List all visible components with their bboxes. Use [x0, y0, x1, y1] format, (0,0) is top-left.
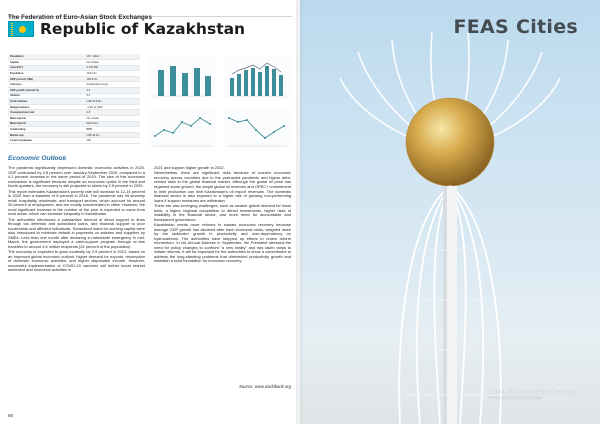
paragraph: The pandemic significantly depressed domestic economic activities in 2020. GDP contracted by 2.8 percent over January-September 2020, compared to a 4.1 percent increase in the same period of 2019. The size of this economic contraction is significant because despite an economic uptick in the third and fourth quarters, the economy is still projected to shrink by 2.5 percent in 2020. — [8, 165, 145, 189]
stats-label: Capital — [8, 60, 85, 66]
right-page-photo — [300, 0, 600, 424]
stats-value: 2,724,900 — [85, 65, 140, 71]
stats-value: Oil, metals — [85, 116, 140, 122]
page-header — [8, 6, 292, 21]
chart-bars-2 — [224, 56, 290, 100]
paragraph: Kazakhstan needs more reforms to sustain economic recovery because average GDP growth has declined after each economic crisis, weighed down by the lackluster growth in productivity and over-dependency on hydrocarbons. The authorities have stepped up efforts to renew reform momentum. In his Annual Address in September, the President stressed the need for policy changes to confront "a new reality" and has taken steps to initiate reforms. It will be important for the authorities to show a commitment to address the long-standing problems that diminished productivity growth and establish a solid foundation for economic recovery. — [154, 221, 291, 264]
paragraph: This report estimates Kazakhstan's poverty rate will increase to 12-14 percent in 2020 from a baseline of 8 percent in 2018. The pandemic has hit severely retail, hospitality, wholesale, and transport sectors, which account for around 30 percent of employment, and are mostly concentrated in cities. However, the most significant increase in the number of the poor is expected to come from rural areas, which can increase inequality in Kazakhstan. — [8, 188, 145, 217]
stats-label: Listed companies — [8, 138, 85, 144]
country-stats-table — [8, 54, 140, 144]
feas-cities-title: FEAS Cities — [453, 16, 578, 38]
photo-credit: © Photo by Travel With on Unsplash — [488, 396, 543, 400]
page-gutter — [296, 0, 304, 424]
stats-label: GDP (current US$) — [8, 76, 85, 82]
text-column-right — [154, 166, 291, 265]
chart-line-2 — [224, 106, 290, 150]
stats-label: Population — [8, 54, 85, 60]
stats-label: Inflation — [8, 93, 85, 99]
stats-label: Population — [8, 71, 85, 77]
chart-line-1 — [150, 106, 216, 150]
text-column-left — [8, 166, 145, 274]
stats-value: US$ 48 bln — [85, 132, 140, 138]
stats-row — [8, 138, 140, 144]
country-title-row — [8, 19, 292, 39]
stats-value: US$ 25.8 bln — [85, 99, 140, 105]
stats-value: 4.8 — [85, 110, 140, 116]
section-title: Economic Outlook — [8, 155, 67, 162]
stats-value: BBB- — [85, 127, 140, 133]
stats-value: 120 — [85, 138, 140, 144]
paragraph: The economy is expected to grow modestly by 2.5 percent in 2021, based on an improved global economic outlook, higher demand for exports, resumption of domestic economic activities, and higher disposable income. However, successful implementation of COVID-19 vaccines will further boost market sentiment and economic activities in — [8, 249, 145, 273]
stats-value: Kazakhstani tenge — [85, 82, 140, 88]
chart-bars-1 — [150, 56, 216, 100]
stats-value: 169.8 bln — [85, 76, 140, 82]
stats-label: Market cap — [8, 132, 85, 138]
stats-label: Unemployment rate — [8, 110, 85, 116]
baiterek-tower-illustration — [300, 0, 600, 424]
stats-value: Nur-Sultan — [85, 60, 140, 66]
paragraph: Nevertheless, there are significant risks because of uneven economic recovery across countries due to the protracted pandemic and higher debt-related risks to the global financial market. Although the global oil price has regained some ground, the ample global oil reserves and OPEC+ commitment to limit production can limit Kazakhstan's oil export revenues. The domestic financial sector is also exposed to a higher risk of growing non-performing loans if support measures are withdrawn. — [154, 170, 291, 203]
paragraph: There are also emerging challenges, such as weaker global demand for fossil fuels, a higher regional competition to attract investments, higher risks of instability in the financial sector, and more need for accountable and transparent governance. — [154, 202, 291, 222]
paragraph: The authorities introduced a substantive amount of direct support to firms through tax deferrals and subsidized loans, and financial support to poor households and affected individuals. Subsidized loans for working capital were also introduced to minimize default in payments on salaries and suppliers by SMEs. Less than one month after declaring a nationwide emergency in mid-March, the government deployed a cash-support program through on-line transfers to around 4.6 million recipients (24 percent of the population). — [8, 216, 145, 249]
stats-value: 18.8 mln — [85, 71, 140, 77]
stats-label: Main exports — [8, 116, 85, 122]
source-note: Source: www.worldbank.org — [239, 384, 291, 389]
stats-label: Area (km²) — [8, 65, 85, 71]
country-title: Republic of Kazakhstan — [40, 20, 246, 38]
page-number: 66 — [8, 413, 14, 418]
photo-caption: Baiterek Towers, Nur-Sultan, Kazakhstan — [488, 389, 578, 394]
stats-value: Machinery — [85, 121, 140, 127]
mini-charts — [150, 56, 292, 152]
stats-label: Main imports — [8, 121, 85, 127]
stats-label: Trade balance — [8, 99, 85, 105]
stats-value: 4.5 — [85, 88, 140, 94]
stats-label: Credit rating — [8, 127, 85, 133]
stats-value: 18.7 million — [85, 54, 140, 60]
stats-label: Currency — [8, 82, 85, 88]
organization-name: The Federation of Euro-Asian Stock Exchanges — [8, 14, 152, 21]
stats-label: GDP growth (annual %) — [8, 88, 85, 94]
paragraph: 2021 and support higher growth in 2022. — [154, 165, 225, 170]
stats-value: -1.9% of GDP — [85, 104, 140, 110]
stats-value: 5.4 — [85, 93, 140, 99]
stats-label: Budget balance — [8, 104, 85, 110]
kazakhstan-flag-icon — [8, 21, 34, 37]
